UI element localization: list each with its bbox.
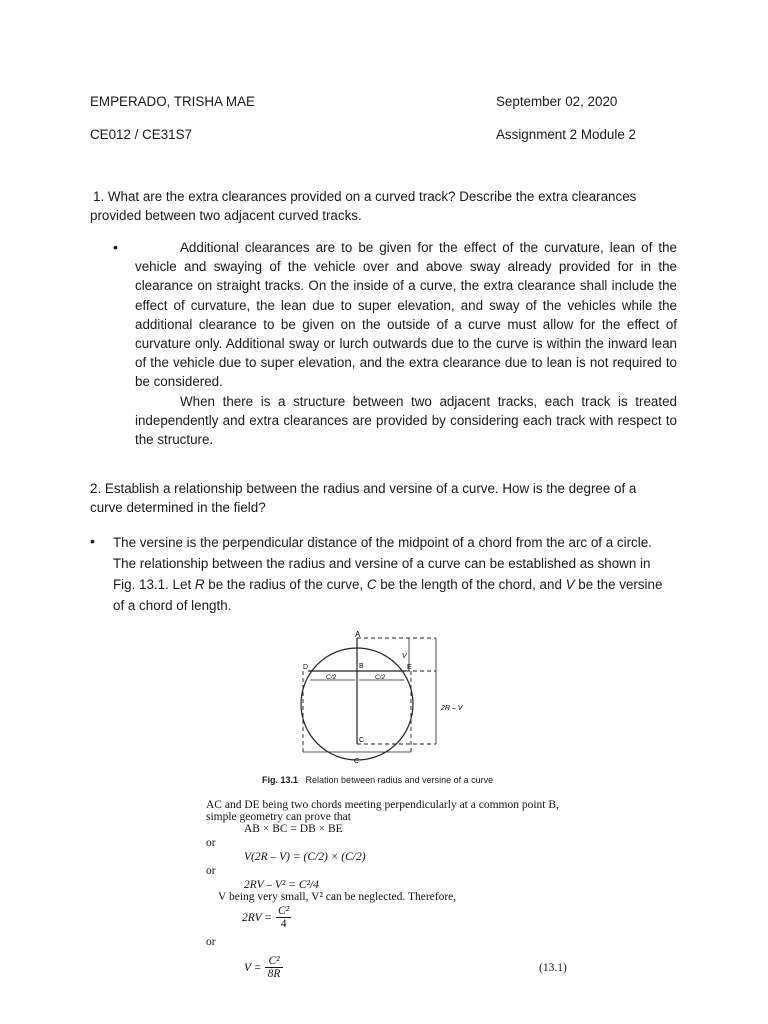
equation-2: V(2R – V) = (C/2) × (C/2) <box>244 851 366 863</box>
equation-4: 2RV = $\frac{\text{C²}}{4}$ <box>242 905 290 930</box>
label-e: E <box>407 664 412 671</box>
equation-number: (13.1) <box>539 962 567 974</box>
derivation-line-2: simple geometry can prove that <box>206 811 351 823</box>
label-half-chord-right: C/2 <box>375 674 386 681</box>
label-b: B <box>359 663 364 670</box>
derivation <box>206 799 586 903</box>
label-v: V <box>402 653 407 660</box>
question-1: 1. What are the extra clearances provided on a curved track? Describe the extra clearances provided between two adjacent curved tracks. <box>90 189 637 223</box>
student-name: EMPERADO, TRISHA MAE <box>90 94 255 109</box>
equation-5: V = $\frac{\text{C²}}{8R}$ <box>244 955 283 980</box>
assignment-title: Assignment 2 Module 2 <box>496 127 636 142</box>
label-chord-length: C <box>354 758 360 765</box>
equation-3: 2RV – V² = C²/4 <box>244 879 319 891</box>
or-1: or <box>206 837 216 849</box>
equation-1: AB × BC = DB × BE <box>244 823 343 835</box>
date: September 02, 2020 <box>496 94 618 109</box>
answer-1-paragraph-2: When there is a structure between two adjacent tracks, each track is treated independently and extra clearances are provided by considering each track with respect to the structure. <box>135 393 677 448</box>
label-2r-minus-v: 2R – V <box>441 705 463 712</box>
label-a: A <box>355 630 361 639</box>
bullet: • <box>113 239 118 255</box>
label-d: D <box>303 664 309 671</box>
figure-caption <box>262 775 493 785</box>
derivation-line-3: V being very small, V² can be neglected. Therefore, <box>218 891 457 903</box>
answer-1 <box>135 238 677 449</box>
label-c: C <box>359 737 365 744</box>
label-half-chord-left: C/2 <box>326 674 337 681</box>
figure-title: Relation between radius and versine of a curve <box>305 775 494 785</box>
bullet: • <box>90 533 95 549</box>
course-code: CE012 / CE31S7 <box>90 127 192 142</box>
answer-1-paragraph-1: Additional clearances are to be given for the effect of the curvature, lean of the vehicle and swaying of the vehicle over and above sway already provided for in the clearance on straight tracks. On the inside of a curve, the extra clearance shall include the effect of curvature, the lean due to super elevation, and sway of the vehicles while the additional clearance to be given on the outside of a curve must allow for the effect of curvature only. Additional sway or lurch outwards due to the curve is within the inward lean of the vehicle due to super elevation, and the extra clearance due to lean is not required to be considered. <box>135 240 677 390</box>
versine-figure <box>296 630 496 768</box>
derivation-line-1: AC and DE being two chords meeting perpendicularly at a common point B, <box>206 799 559 811</box>
or-2: or <box>206 865 216 877</box>
or-3: or <box>206 936 216 948</box>
answer-2: The versine is the perpendicular distance of the midpoint of a chord from the arc of a circle. The relationship between the radius and versine of a curve can be established as shown in Fig. 13.1. Let R be the radius of the curve, C be the length of the chord, and V be the versine of a chord of length. <box>113 535 663 613</box>
question-2: 2. Establish a relationship between the radius and versine of a curve. How is the degree of a curve determined in the field? <box>90 481 637 515</box>
figure-number: Fig. 13.1 <box>262 775 299 785</box>
